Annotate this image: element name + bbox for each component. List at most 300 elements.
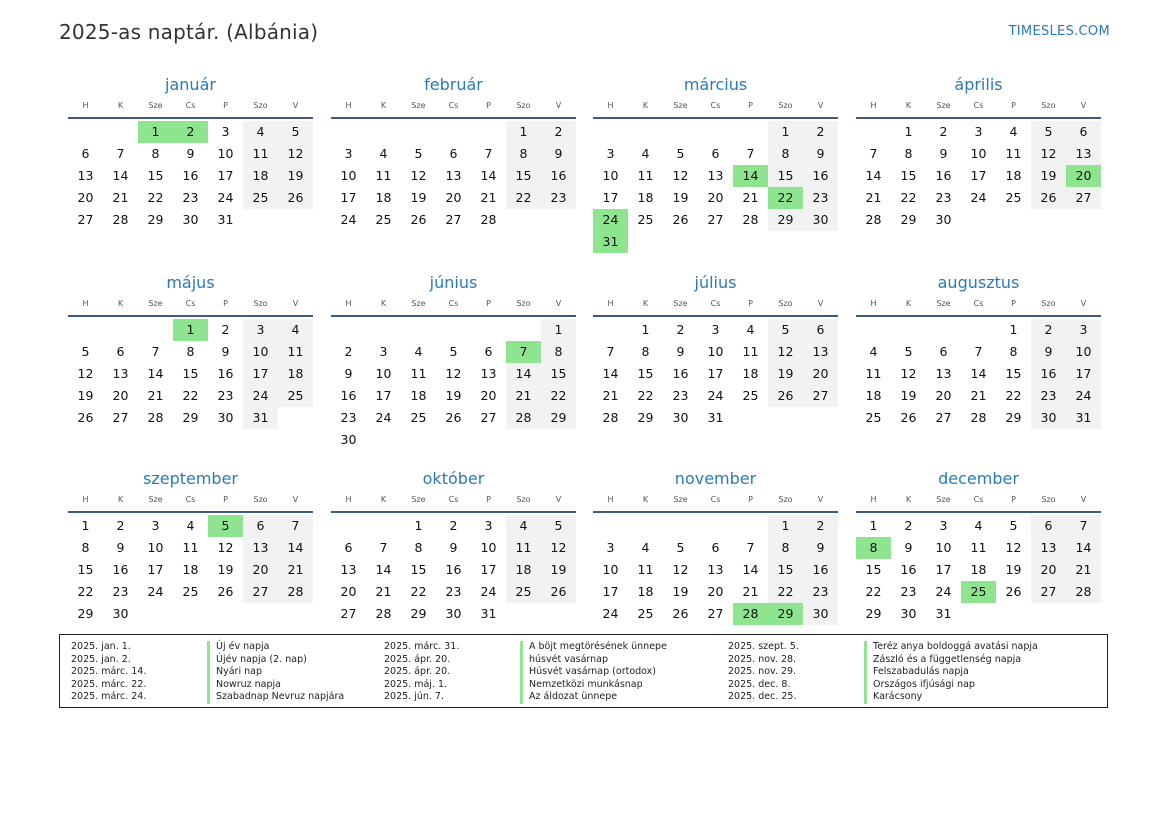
day-cell: 26: [900, 410, 917, 425]
day-cell: 26: [672, 606, 689, 621]
day-cell: 17: [602, 190, 619, 205]
day-cell: 9: [803, 537, 838, 559]
day-cell: 1: [641, 322, 650, 337]
holiday-date: 2025. márc. 31.: [384, 641, 460, 652]
day-cell: 18: [375, 190, 392, 205]
weekday-label: Sze: [411, 101, 426, 110]
day-cell: 30: [340, 432, 357, 447]
month-name: december: [938, 469, 1019, 488]
weekday-header: [331, 495, 576, 507]
day-cell: 23: [672, 388, 689, 403]
day-cell: 11: [243, 143, 278, 165]
day-cell: 27: [480, 410, 497, 425]
holiday-day-cell: 24: [593, 209, 628, 231]
day-cell: 1: [414, 518, 423, 533]
day-cell: 23: [541, 187, 576, 209]
day-cell: 13: [935, 366, 952, 381]
day-cell: 3: [151, 518, 160, 533]
weekday-label: Cs: [710, 101, 721, 110]
day-cell: 7: [746, 146, 755, 161]
day-cell: 24: [970, 190, 987, 205]
day-cell: 20: [707, 190, 724, 205]
holiday-day-cell: 28: [733, 603, 768, 625]
day-cell: 23: [340, 410, 357, 425]
day-cell: 30: [1031, 407, 1066, 429]
month-name: augusztus: [937, 273, 1020, 292]
day-cell: 27: [112, 410, 129, 425]
day-cell: 14: [112, 168, 129, 183]
weekday-label: Cs: [448, 101, 459, 110]
day-cell: 14: [506, 363, 541, 385]
holiday-date: 2025. márc. 14.: [71, 666, 147, 678]
weekday-label: K: [905, 495, 912, 504]
day-cell: 2: [541, 121, 576, 143]
day-cell: 12: [672, 562, 689, 577]
weekday-label: K: [117, 495, 124, 504]
day-cell: 14: [480, 168, 497, 183]
day-cell: 23: [900, 584, 917, 599]
day-cell: 22: [865, 584, 882, 599]
day-cell: 6: [344, 540, 353, 555]
day-cell: 13: [1066, 143, 1101, 165]
holiday-name: Újév napja (2. nap): [207, 654, 307, 667]
day-cell: 17: [375, 388, 392, 403]
weekday-label: Sze: [148, 299, 163, 308]
weekday-label: Szo: [778, 101, 793, 110]
day-cell: 25: [278, 385, 313, 407]
weekday-label: H: [870, 495, 877, 504]
day-cell: 24: [1066, 385, 1101, 407]
weekday-label: Sze: [936, 299, 951, 308]
weekday-label: Szo: [253, 101, 268, 110]
day-cell: 29: [768, 209, 803, 231]
weekday-label: V: [817, 495, 824, 504]
weekday-header: [593, 495, 838, 507]
day-cell: 17: [217, 168, 234, 183]
day-cell: 21: [480, 190, 497, 205]
day-cell: 3: [606, 540, 615, 555]
day-cell: 17: [480, 562, 497, 577]
day-cell: 16: [672, 366, 689, 381]
day-cell: 18: [637, 190, 654, 205]
day-cell: 12: [541, 537, 576, 559]
day-cell: 13: [707, 168, 724, 183]
holiday-date: 2025. nov. 29.: [728, 666, 797, 678]
day-cell: 18: [278, 363, 313, 385]
day-cell: 20: [935, 388, 952, 403]
day-cell: 27: [77, 212, 94, 227]
day-cell: 18: [243, 165, 278, 187]
day-cell: 29: [1005, 410, 1022, 425]
day-cell: 21: [1066, 559, 1101, 581]
day-cell: 12: [217, 540, 234, 555]
day-cell: 10: [340, 168, 357, 183]
weekday-header: [593, 299, 838, 311]
day-cell: 30: [112, 606, 129, 621]
day-cell: 20: [112, 388, 129, 403]
day-cell: 3: [606, 146, 615, 161]
day-cell: 7: [116, 146, 125, 161]
day-cell: 10: [375, 366, 392, 381]
day-cell: 10: [147, 540, 164, 555]
day-cell: 5: [1009, 518, 1018, 533]
day-cell: 20: [340, 584, 357, 599]
day-cell: 14: [970, 366, 987, 381]
day-cell: 4: [641, 146, 650, 161]
day-cell: 19: [1005, 562, 1022, 577]
day-cell: 29: [541, 407, 576, 429]
weekday-label: Sze: [936, 101, 951, 110]
day-cell: 15: [541, 363, 576, 385]
weekday-label: Cs: [185, 299, 196, 308]
day-cell: 26: [541, 581, 576, 603]
day-cell: 11: [637, 562, 654, 577]
day-cell: 29: [410, 606, 427, 621]
day-cell: 18: [410, 388, 427, 403]
day-cell: 6: [484, 344, 493, 359]
day-cell: 16: [340, 388, 357, 403]
weekday-label: Cs: [448, 299, 459, 308]
day-cell: 22: [410, 584, 427, 599]
day-cell: 3: [1066, 319, 1101, 341]
day-cell: 16: [112, 562, 129, 577]
day-cell: 14: [1066, 537, 1101, 559]
day-cell: 6: [449, 146, 458, 161]
day-cell: 30: [672, 410, 689, 425]
weekday-label: P: [223, 299, 228, 308]
weekday-label: H: [607, 101, 614, 110]
day-cell: 30: [900, 606, 917, 621]
day-cell: 9: [541, 143, 576, 165]
day-cell: 18: [506, 559, 541, 581]
weekday-label: V: [1080, 101, 1087, 110]
day-cell: 11: [410, 366, 427, 381]
day-cell: 6: [939, 344, 948, 359]
weekday-label: P: [486, 299, 491, 308]
day-cell: 28: [375, 606, 392, 621]
day-cell: 17: [935, 562, 952, 577]
month-name: június: [429, 273, 478, 292]
holiday-name: Nemzetközi munkásnap: [520, 679, 643, 692]
day-cell: 22: [147, 190, 164, 205]
day-cell: 10: [480, 540, 497, 555]
weekday-label: P: [748, 495, 753, 504]
day-cell: 2: [904, 518, 913, 533]
day-cell: 6: [1066, 121, 1101, 143]
day-cell: 10: [970, 146, 987, 161]
day-cell: 7: [974, 344, 983, 359]
day-cell: 10: [217, 146, 234, 161]
day-cell: 16: [541, 165, 576, 187]
weekday-label: H: [82, 495, 89, 504]
weekday-label: Cs: [448, 495, 459, 504]
day-cell: 26: [1031, 187, 1066, 209]
day-cell: 11: [182, 540, 199, 555]
day-cell: 1: [506, 121, 541, 143]
weekday-label: Sze: [411, 299, 426, 308]
day-cell: 27: [340, 606, 357, 621]
day-cell: 3: [939, 518, 948, 533]
day-cell: 7: [379, 540, 388, 555]
weekday-label: Szo: [1041, 495, 1056, 504]
day-cell: 29: [77, 606, 94, 621]
holiday-date: 2025. márc. 22.: [71, 678, 147, 690]
holiday-day-cell: 5: [208, 515, 243, 537]
weekday-label: K: [905, 101, 912, 110]
day-cell: 28: [865, 212, 882, 227]
day-cell: 28: [1066, 581, 1101, 603]
day-cell: 5: [904, 344, 913, 359]
day-cell: 17: [1066, 363, 1101, 385]
day-cell: 1: [869, 518, 878, 533]
day-cell: 3: [484, 518, 493, 533]
day-cell: 13: [112, 366, 129, 381]
day-cell: 9: [904, 540, 913, 555]
day-cell: 25: [506, 581, 541, 603]
month-name: július: [694, 273, 737, 292]
day-cell: 26: [217, 584, 234, 599]
day-cell: 16: [1031, 363, 1066, 385]
day-cell: 9: [449, 540, 458, 555]
day-cell: 12: [768, 341, 803, 363]
day-cell: 11: [865, 366, 882, 381]
holiday-name: A böjt megtörésének ünnepe: [520, 641, 667, 654]
weekday-label: K: [905, 299, 912, 308]
month-divider: [856, 315, 1101, 317]
day-cell: 24: [243, 385, 278, 407]
weekday-label: V: [292, 101, 299, 110]
weekday-label: P: [1011, 101, 1016, 110]
holiday-date: 2025. dec. 8.: [728, 678, 791, 690]
day-cell: 19: [410, 190, 427, 205]
holiday-date: 2025. jan. 1.: [71, 641, 131, 652]
day-cell: 8: [641, 344, 650, 359]
day-cell: 8: [1009, 344, 1018, 359]
day-cell: 12: [672, 168, 689, 183]
holiday-name: húsvét vasárnap: [520, 654, 608, 667]
weekday-label: Cs: [185, 101, 196, 110]
day-cell: 4: [414, 344, 423, 359]
day-cell: 17: [970, 168, 987, 183]
weekday-label: P: [748, 101, 753, 110]
day-cell: 30: [803, 603, 838, 625]
day-cell: 6: [243, 515, 278, 537]
day-cell: 2: [803, 515, 838, 537]
holiday-date: 2025. márc. 24.: [71, 691, 147, 703]
weekday-label: Szo: [1041, 101, 1056, 110]
day-cell: 3: [379, 344, 388, 359]
day-cell: 5: [81, 344, 90, 359]
day-cell: 12: [278, 143, 313, 165]
day-cell: 28: [506, 407, 541, 429]
day-cell: 29: [900, 212, 917, 227]
weekday-label: Cs: [973, 495, 984, 504]
day-cell: 11: [1005, 146, 1022, 161]
day-cell: 7: [1066, 515, 1101, 537]
day-cell: 20: [243, 559, 278, 581]
day-cell: 6: [116, 344, 125, 359]
weekday-label: K: [380, 101, 387, 110]
day-cell: 7: [869, 146, 878, 161]
weekday-header: [68, 101, 313, 113]
day-cell: 3: [221, 124, 230, 139]
weekday-label: V: [555, 101, 562, 110]
brand-link[interactable]: TIMESLES.COM: [1008, 24, 1110, 39]
day-cell: 13: [77, 168, 94, 183]
day-cell: 22: [637, 388, 654, 403]
holiday-name: Húsvét vasárnap (ortodox): [520, 666, 656, 679]
day-cell: 9: [344, 366, 353, 381]
weekday-label: H: [345, 101, 352, 110]
day-cell: 8: [506, 143, 541, 165]
day-cell: 15: [182, 366, 199, 381]
holiday-name: Nyári nap: [207, 666, 262, 679]
day-cell: 13: [480, 366, 497, 381]
day-cell: 8: [186, 344, 195, 359]
day-cell: 5: [449, 344, 458, 359]
weekday-label: H: [345, 495, 352, 504]
day-cell: 21: [375, 584, 392, 599]
day-cell: 6: [711, 146, 720, 161]
day-cell: 29: [147, 212, 164, 227]
day-cell: 2: [221, 322, 230, 337]
day-cell: 19: [278, 165, 313, 187]
day-cell: 11: [742, 344, 759, 359]
holiday-day-cell: 22: [768, 187, 803, 209]
day-cell: 20: [445, 190, 462, 205]
day-cell: 15: [768, 165, 803, 187]
day-cell: 28: [602, 410, 619, 425]
weekday-header: [331, 101, 576, 113]
weekday-header: [68, 299, 313, 311]
day-cell: 13: [340, 562, 357, 577]
day-cell: 30: [935, 212, 952, 227]
weekday-header: [856, 101, 1101, 113]
day-cell: 2: [939, 124, 948, 139]
day-cell: 1: [768, 121, 803, 143]
day-cell: 8: [151, 146, 160, 161]
day-cell: 13: [803, 341, 838, 363]
day-cell: 2: [803, 121, 838, 143]
day-cell: 21: [742, 190, 759, 205]
day-cell: 16: [217, 366, 234, 381]
weekday-label: Sze: [673, 101, 688, 110]
day-cell: 20: [803, 363, 838, 385]
day-cell: 18: [182, 562, 199, 577]
day-cell: 10: [243, 341, 278, 363]
weekday-header: [856, 495, 1101, 507]
weekday-label: Sze: [148, 101, 163, 110]
month-divider: [856, 511, 1101, 513]
day-cell: 19: [1031, 165, 1066, 187]
day-cell: 22: [182, 388, 199, 403]
day-cell: 25: [637, 606, 654, 621]
day-cell: 27: [935, 410, 952, 425]
day-cell: 30: [445, 606, 462, 621]
day-cell: 27: [1031, 581, 1066, 603]
day-cell: 4: [869, 344, 878, 359]
month-divider: [593, 315, 838, 317]
weekday-label: K: [117, 299, 124, 308]
weekday-label: P: [1011, 299, 1016, 308]
day-cell: 15: [147, 168, 164, 183]
weekday-label: H: [607, 495, 614, 504]
holiday-day-cell: 31: [593, 231, 628, 253]
day-cell: 27: [707, 212, 724, 227]
day-cell: 22: [768, 581, 803, 603]
weekday-label: H: [345, 299, 352, 308]
weekday-label: V: [817, 101, 824, 110]
weekday-label: Szo: [778, 299, 793, 308]
day-cell: 9: [1031, 341, 1066, 363]
day-cell: 19: [768, 363, 803, 385]
day-cell: 28: [112, 212, 129, 227]
day-cell: 18: [865, 388, 882, 403]
day-cell: 24: [217, 190, 234, 205]
day-cell: 23: [217, 388, 234, 403]
holiday-name: Országos ifjúsági nap: [864, 679, 975, 692]
day-cell: 14: [278, 537, 313, 559]
day-cell: 23: [112, 584, 129, 599]
day-cell: 10: [602, 562, 619, 577]
weekday-label: K: [380, 299, 387, 308]
day-cell: 15: [900, 168, 917, 183]
day-cell: 14: [865, 168, 882, 183]
holiday-day-cell: 20: [1066, 165, 1101, 187]
day-cell: 24: [480, 584, 497, 599]
weekday-label: Sze: [673, 299, 688, 308]
day-cell: 11: [970, 540, 987, 555]
day-cell: 24: [935, 584, 952, 599]
day-cell: 31: [217, 212, 234, 227]
day-cell: 28: [278, 581, 313, 603]
weekday-label: H: [870, 299, 877, 308]
holiday-date: 2025. nov. 28.: [728, 653, 797, 665]
day-cell: 5: [414, 146, 423, 161]
day-cell: 8: [768, 537, 803, 559]
day-cell: 7: [278, 515, 313, 537]
day-cell: 31: [480, 606, 497, 621]
day-cell: 6: [711, 540, 720, 555]
holiday-name: Teréz anya boldoggá avatási napja: [864, 641, 1038, 654]
day-cell: 4: [186, 518, 195, 533]
holiday-date: 2025. dec. 25.: [728, 691, 797, 703]
day-cell: 12: [1031, 143, 1066, 165]
weekday-label: V: [1080, 299, 1087, 308]
month-divider: [331, 117, 576, 119]
month-name: május: [166, 273, 215, 292]
holiday-date: 2025. szept. 5.: [728, 641, 799, 652]
month-divider: [593, 117, 838, 119]
day-cell: 21: [602, 388, 619, 403]
holiday-day-cell: 25: [961, 581, 996, 603]
day-cell: 17: [707, 366, 724, 381]
month-name: november: [674, 469, 757, 488]
day-cell: 14: [602, 366, 619, 381]
day-cell: 29: [182, 410, 199, 425]
day-cell: 19: [445, 388, 462, 403]
month-divider: [856, 117, 1101, 119]
day-cell: 12: [410, 168, 427, 183]
day-cell: 1: [81, 518, 90, 533]
day-cell: 21: [742, 584, 759, 599]
day-cell: 11: [278, 341, 313, 363]
weekday-header: [331, 299, 576, 311]
day-cell: 9: [116, 540, 125, 555]
day-cell: 16: [803, 559, 838, 581]
day-cell: 22: [541, 385, 576, 407]
weekday-label: Szo: [516, 495, 531, 504]
